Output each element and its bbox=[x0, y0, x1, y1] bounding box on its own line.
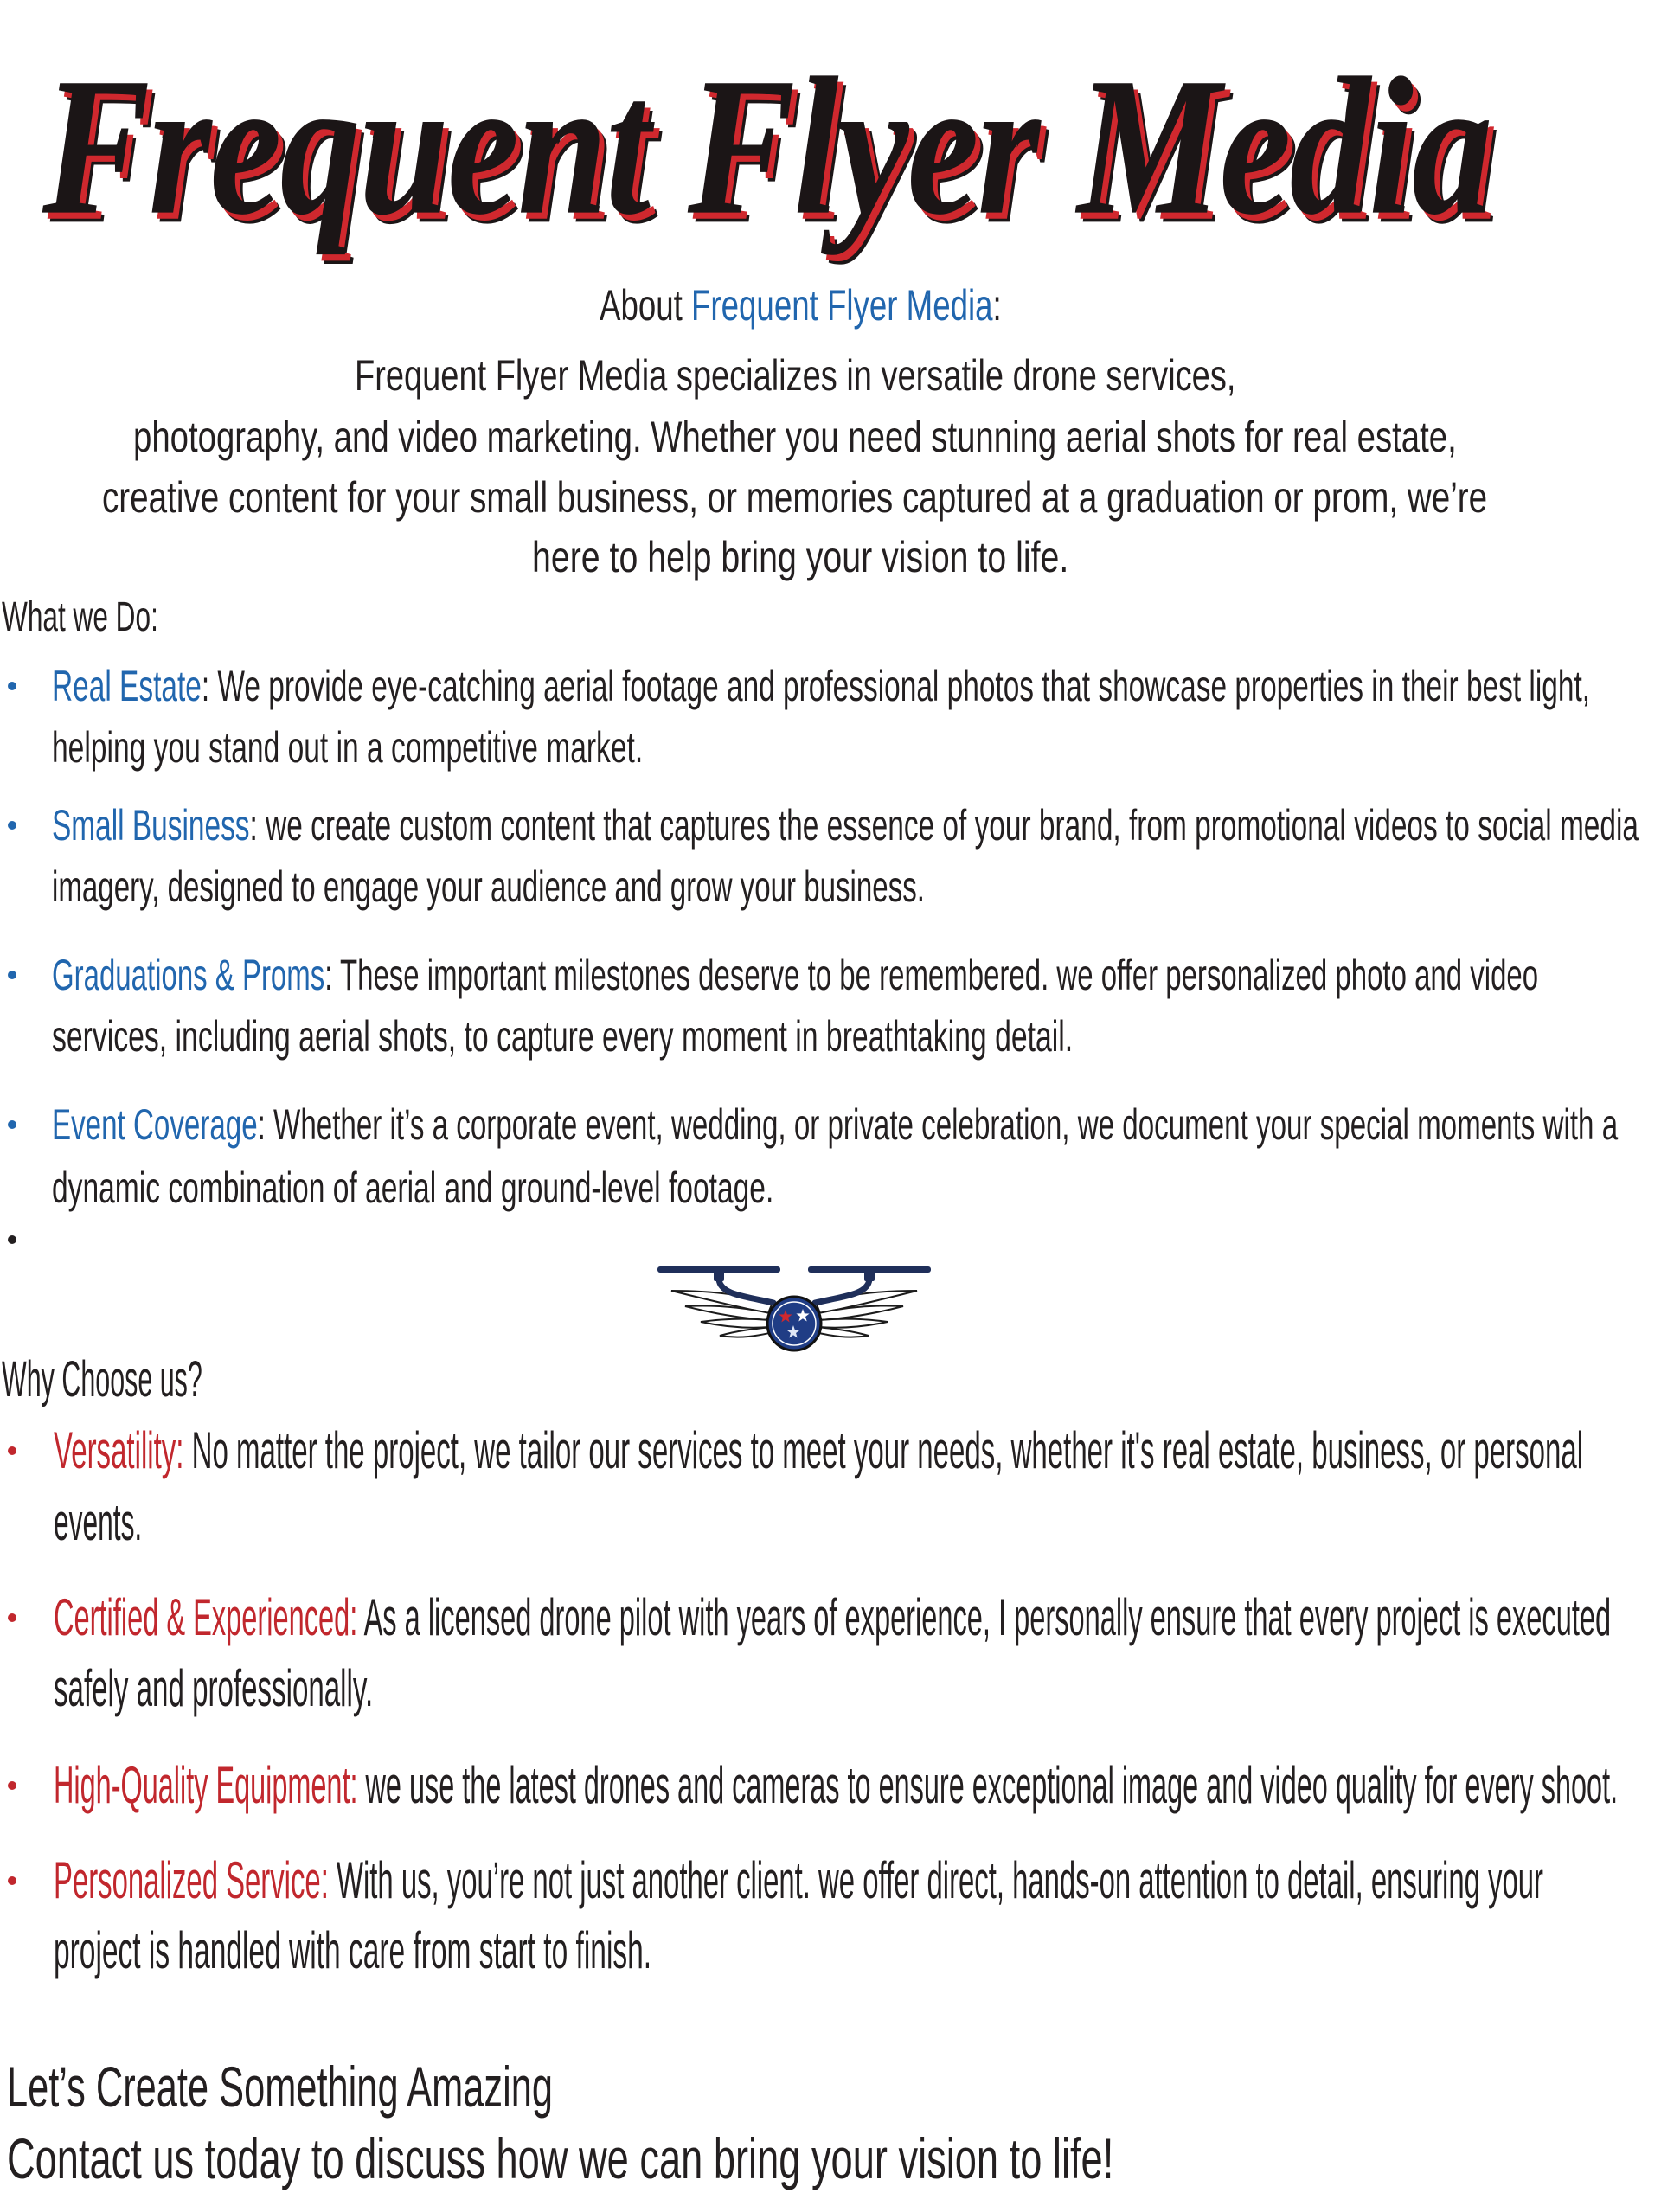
bullet-dot bbox=[8, 971, 16, 979]
service-text: : we create custom content that captures the essence of your brand, from promotional videos to social media bbox=[249, 801, 1639, 850]
about-line: photography, and video marketing. Whether you need stunning aerial shots for real estate, bbox=[133, 413, 1457, 461]
why-choose-heading: Why Choose us? bbox=[2, 1351, 202, 1407]
bullet-dot bbox=[8, 1446, 16, 1455]
service-text: : Whether it’s a corporate event, wedding, or private celebration, we document your special moments with a bbox=[257, 1100, 1619, 1149]
bullet-dot bbox=[8, 682, 16, 690]
about-line: Frequent Flyer Media specializes in versatile drone services, bbox=[355, 351, 1236, 400]
closing-headline: Let’s Create Something Amazing bbox=[7, 2055, 554, 2119]
service-text: : We provide eye-catching aerial footage and professional photos that showcase properties in their best light, bbox=[201, 662, 1591, 710]
reason-label: Personalized Service: bbox=[54, 1851, 329, 1909]
reason-label: High-Quality Equipment: bbox=[54, 1756, 358, 1814]
bullet-dot bbox=[8, 1613, 16, 1622]
about-line: creative content for your small business, or memories captured at a graduation or prom, we’re bbox=[102, 473, 1488, 522]
closing-text: Contact us today to discuss how we can bring your vision to life! bbox=[7, 2126, 1114, 2190]
service-label: Graduations & Proms bbox=[52, 951, 325, 999]
reason-text: With us, you’re not just another client. we offer direct, hands-on attention to detail, ensuring your bbox=[328, 1851, 1543, 1909]
empty-bullet-dot bbox=[8, 1235, 16, 1244]
bullet-dot bbox=[8, 821, 16, 830]
winged-drone-icon bbox=[656, 1265, 933, 1356]
about-heading-suffix: : bbox=[992, 281, 1002, 330]
service-item-line: helping you stand out in a competitive market. bbox=[52, 723, 644, 772]
about-line: here to help bring your vision to life. bbox=[532, 533, 1069, 581]
service-label: Real Estate bbox=[52, 662, 202, 710]
bullet-dot bbox=[8, 1876, 16, 1885]
reason-item-line: events. bbox=[54, 1493, 143, 1551]
center-emblem bbox=[767, 1297, 821, 1350]
what-we-do-heading: What we Do: bbox=[2, 594, 158, 640]
reason-label: Versatility: bbox=[54, 1421, 184, 1479]
about-heading bbox=[600, 281, 1002, 330]
bullet-dot bbox=[8, 1120, 16, 1129]
reason-item-line bbox=[54, 1421, 1584, 1479]
service-label: Event Coverage bbox=[52, 1100, 258, 1149]
service-item-line bbox=[52, 664, 1590, 708]
reason-item-line: safely and professionally. bbox=[54, 1659, 374, 1717]
about-heading-prefix: About bbox=[600, 281, 692, 330]
reason-item-line bbox=[54, 1851, 1543, 1909]
reason-text: As a licensed drone pilot with years of experience, I personally ensure that every project is executed bbox=[357, 1588, 1612, 1646]
reason-text: we use the latest drones and cameras to ensure exceptional image and video quality for every shoot. bbox=[357, 1756, 1619, 1814]
service-item-line bbox=[52, 953, 1538, 997]
reason-item-line bbox=[54, 1588, 1612, 1646]
reason-text: No matter the project, we tailor our services to meet your needs, whether it's real estate, business, or personal bbox=[183, 1421, 1584, 1479]
service-item-line: dynamic combination of aerial and ground-level footage. bbox=[52, 1164, 774, 1212]
bullet-dot bbox=[8, 1781, 16, 1790]
reason-item-line: project is handled with care from start to finish. bbox=[54, 1921, 652, 1979]
flyer-title: Frequent Flyer Media bbox=[42, 37, 1491, 256]
about-heading-brand: Frequent Flyer Media bbox=[691, 281, 993, 330]
service-item-line bbox=[52, 801, 1639, 850]
service-item-line bbox=[52, 1100, 1619, 1149]
reason-item-line bbox=[54, 1756, 1619, 1814]
reason-label: Certified & Experienced: bbox=[54, 1588, 358, 1646]
service-text: : These important milestones deserve to be remembered. we offer personalized photo and video bbox=[324, 951, 1539, 999]
service-item-line: services, including aerial shots, to capture every moment in breathtaking detail. bbox=[52, 1012, 1074, 1061]
service-item-line: imagery, designed to engage your audience and grow your business. bbox=[52, 862, 925, 911]
service-label: Small Business bbox=[52, 801, 250, 850]
